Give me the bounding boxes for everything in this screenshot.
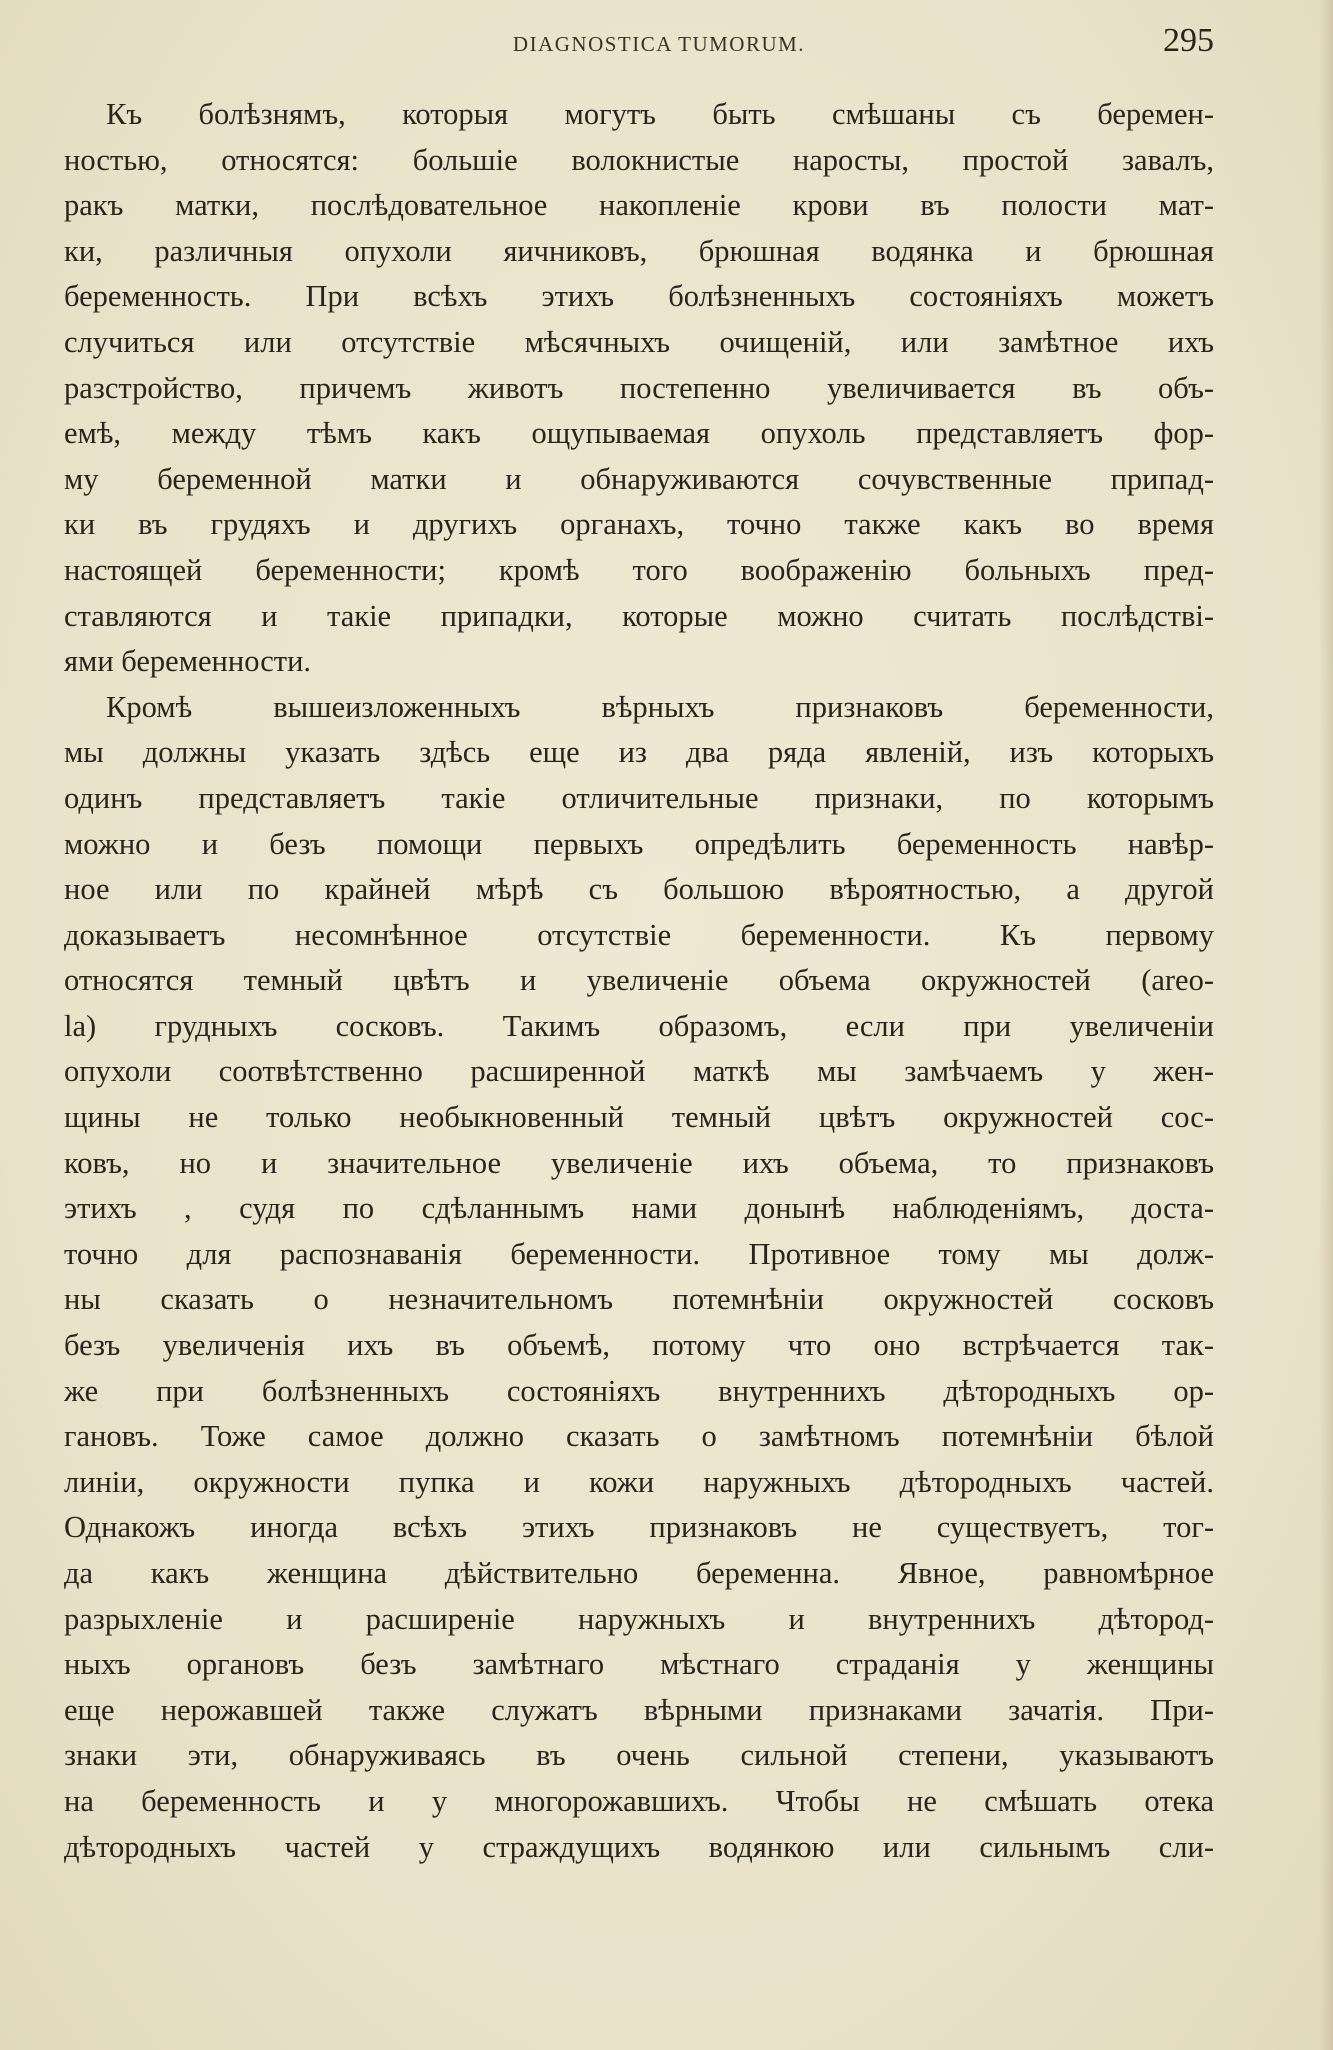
- text-line: доказываетъ несомнѣнное отсутствіе беременности. Къ первому: [64, 917, 1214, 952]
- text-line: опухоли соотвѣтственно расширенной маткѣ мы замѣчаемъ у жен-: [64, 1054, 1214, 1089]
- text-line: безъ увеличенія ихъ въ объемѣ, потому что оно встрѣчается так-: [64, 1328, 1214, 1363]
- text-line: еще нерожавшей также служатъ вѣрными признаками зачатія. При-: [64, 1692, 1214, 1727]
- body-text: [64, 92, 1214, 1870]
- text-line: относятся темный цвѣтъ и увеличеніе объема окружностей (areo-: [64, 963, 1214, 998]
- text-line: на беременность и у многорожавшихъ. Чтобы не смѣшать отека: [64, 1783, 1214, 1818]
- text-line: знаки эти, обнаруживаясь въ очень сильной степени, указываютъ: [64, 1738, 1214, 1773]
- text-line: мы должны указать здѣсь еще из два ряда явленій, изъ которыхъ: [64, 735, 1214, 770]
- text-line: разрыхленіе и расширеніе наружныхъ и внутреннихъ дѣтород-: [64, 1601, 1214, 1636]
- text-line: ями беременности.: [64, 644, 312, 679]
- text-line: му беременной матки и обнаруживаются сочувственные припад-: [64, 461, 1214, 496]
- text-line: ны сказать о незначительномъ потемнѣніи окружностей сосковъ: [64, 1282, 1214, 1317]
- text-line: ностью, относятся: большіе волокнистые наросты, простой завалъ,: [64, 142, 1214, 177]
- text-line: беременность. При всѣхъ этихъ болѣзненныхъ состояніяхъ можетъ: [64, 279, 1214, 314]
- text-line: одинъ представляетъ такіе отличительные признаки, по которымъ: [64, 780, 1214, 815]
- text-line: ки въ грудяхъ и другихъ органахъ, точно также какъ во время: [64, 507, 1214, 542]
- text-line: ныхъ органовъ безъ замѣтнаго мѣстнаго страданія у женщины: [64, 1647, 1214, 1682]
- page-header: [64, 22, 1214, 62]
- text-line: дѣтородныхъ частей у страждущихъ водянкою или сильнымъ сли-: [64, 1829, 1214, 1864]
- text-line: да какъ женщина дѣйствительно беременна. Явное, равномѣрное: [64, 1556, 1214, 1590]
- text-line: ставляются и такіе припадки, которые можно считать послѣдствi-: [64, 598, 1214, 633]
- text-line: разстройство, причемъ животъ постепенно увеличивается въ объ-: [64, 370, 1214, 405]
- text-line: линіи, окружности пупка и кожи наружныхъ дѣтородныхъ частей.: [64, 1464, 1214, 1499]
- text-line: Къ болѣзнямъ, которыя могутъ быть смѣшаны съ беремен-: [106, 97, 1214, 131]
- text-line: настоящей беременности; кромѣ того воображенію больныхъ пред-: [64, 552, 1214, 587]
- text-line: ки, различныя опухоли яичниковъ, брюшная водянка и брюшная: [64, 233, 1214, 268]
- text-line: ковъ, но и значительное увеличеніе ихъ объема, то признаковъ: [64, 1145, 1214, 1180]
- text-line: ракъ матки, послѣдовательное накопленіе крови въ полости мат-: [64, 188, 1214, 223]
- text-line: la) грудныхъ сосковъ. Такимъ образомъ, если при увеличеніи: [64, 1008, 1214, 1043]
- text-line: случиться или отсутствіе мѣсячныхъ очищеній, или замѣтное ихъ: [64, 324, 1214, 359]
- text-line: можно и безъ помощи первыхъ опредѣлить беременность навѣр-: [64, 826, 1214, 861]
- text-line: же при болѣзненныхъ состояніяхъ внутреннихъ дѣтородныхъ ор-: [64, 1373, 1214, 1408]
- text-line: Кромѣ вышеизложенныхъ вѣрныхъ признаковъ беременности,: [106, 689, 1214, 724]
- text-line: емѣ, между тѣмъ какъ ощупываемая опухоль представляетъ фор-: [64, 416, 1214, 451]
- text-line: Однакожъ иногда всѣхъ этихъ признаковъ не существуетъ, тог-: [64, 1510, 1214, 1545]
- paragraph-1: [64, 92, 1214, 685]
- text-line: ное или по крайней мѣрѣ съ большою вѣроятностью, а другой: [64, 872, 1214, 907]
- page-number: 295: [1163, 22, 1214, 59]
- text-line: щины не только необыкновенный темный цвѣтъ окружностей сос-: [64, 1100, 1214, 1135]
- running-title: DIAGNOSTICA TUMORUM.: [512, 32, 806, 56]
- text-line: этихъ , судя по сдѣланнымъ нами донынѣ наблюденіямъ, доста-: [64, 1191, 1214, 1226]
- page-edge-shadow: [1319, 0, 1333, 2050]
- text-line: точно для распознаванія беременности. Противное тому мы долж-: [64, 1236, 1214, 1271]
- paragraph-2: [64, 685, 1214, 1870]
- text-line: гановъ. Тоже самое должно сказать о замѣтномъ потемнѣніи бѣлой: [64, 1419, 1214, 1454]
